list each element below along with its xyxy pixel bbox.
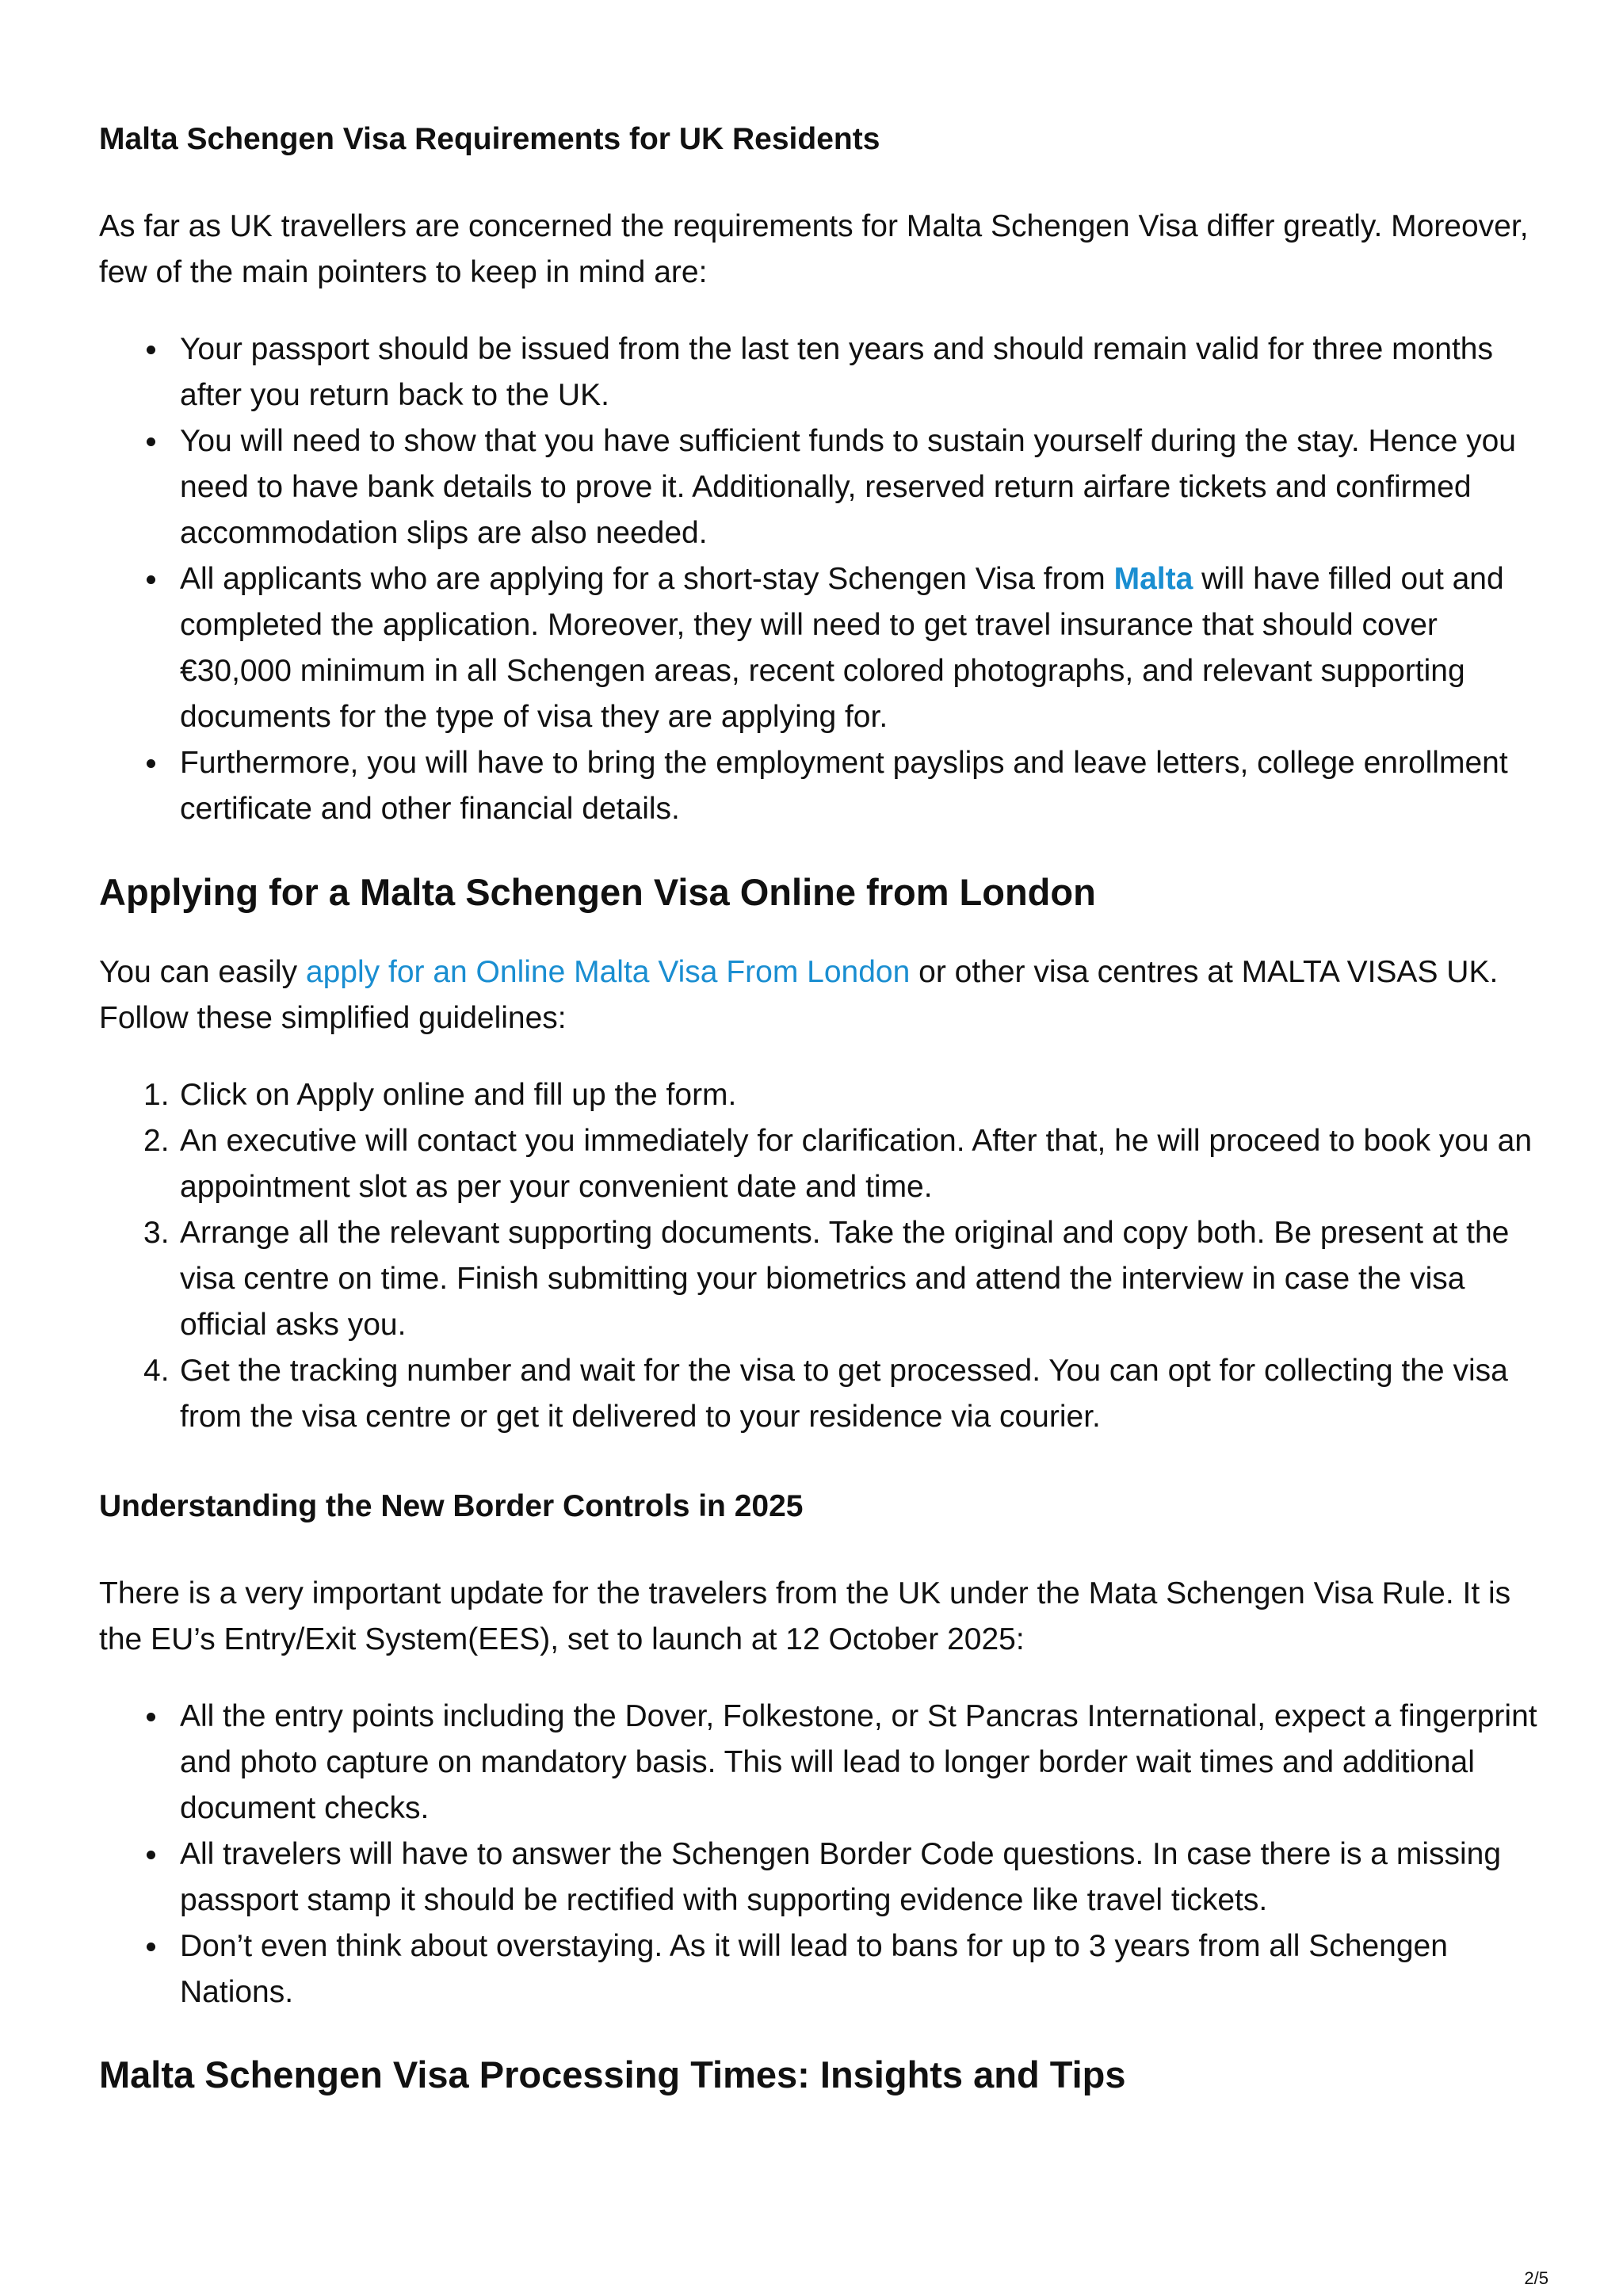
list-item: 4. Get the tracking number and wait for the visa to get processed. You can opt for collecting the visa from the visa centre or get it delivered to your residence via courier. xyxy=(143,1354,1508,1434)
section-heading-applying: Applying for a Malta Schengen Visa Online from London xyxy=(99,871,1096,913)
apply-online-link[interactable]: apply for an Online Malta Visa From London xyxy=(305,955,911,989)
application-steps xyxy=(99,1072,1549,1440)
list-item: 2. An executive will contact you immediately for clarification. After that, he will proceed to book you an appointment slot as per your convenient date and time. xyxy=(143,1124,1533,1204)
requirements-list xyxy=(99,327,1549,832)
list-item: 3. Arrange all the relevant supporting documents. Take the original and copy both. Be present at the visa centre on time. Finish submitting your biometrics and attend the interview in case the visa official asks you. xyxy=(143,1216,1510,1342)
applying-intro: You can easily apply for an Online Malta Visa From London or other visa centres at MALTA VISAS UK. Follow these simplified guidelines: xyxy=(99,955,1499,1035)
list-item: All travelers will have to answer the Schengen Border Code questions. In case there is a missing passport stamp it should be rectified with supporting evidence like travel tickets. xyxy=(99,1832,1549,1924)
list-item: Don’t even think about overstaying. As it will lead to bans for up to 3 years from all Schengen Nations. xyxy=(99,1924,1549,2015)
section-heading-requirements: Malta Schengen Visa Requirements for UK Residents xyxy=(99,122,880,156)
list-item: All the entry points including the Dover, Folkestone, or St Pancras International, expect a fingerprint and photo capture on mandatory basis. This will lead to longer border wait times and additional document checks. xyxy=(99,1694,1549,1832)
list-item: You will need to show that you have sufficient funds to sustain yourself during the stay. Hence you need to have bank details to prove it. Additionally, reserved return airfare tickets and confirmed accommodation slips are also needed. xyxy=(99,418,1549,556)
page-number: 2/5 xyxy=(1524,2268,1549,2288)
list-item: 1. Click on Apply online and fill up the form. xyxy=(143,1078,737,1112)
list-item: Your passport should be issued from the last ten years and should remain valid for three months after you return back to the UK. xyxy=(99,327,1549,418)
list-item: Furthermore, you will have to bring the employment payslips and leave letters, college enrollment certificate and other financial details. xyxy=(99,740,1549,832)
section-heading-border-controls: Understanding the New Border Controls in 2025 xyxy=(99,1489,804,1523)
section-heading-processing-times: Malta Schengen Visa Processing Times: Insights and Tips xyxy=(99,2053,1126,2095)
requirements-intro: As far as UK travellers are concerned the requirements for Malta Schengen Visa differ greatly. Moreover, few of the main pointers to keep in mind are: xyxy=(99,209,1529,289)
list-item: All applicants who are applying for a short-stay Schengen Visa from Malta will have filled out and completed the application. Moreover, they will need to get travel insurance that should cover €30,000 minimum in all Schengen areas, recent colored photographs, and relevant supporting documents for the type of visa they are applying for. xyxy=(99,556,1549,740)
border-controls-list xyxy=(99,1694,1549,2015)
border-controls-intro: There is a very important update for the travelers from the UK under the Mata Schengen Visa Rule. It is the EU’s Entry/Exit System(EES), set to launch at 12 October 2025: xyxy=(99,1576,1511,1656)
malta-link[interactable]: Malta xyxy=(1113,562,1193,596)
